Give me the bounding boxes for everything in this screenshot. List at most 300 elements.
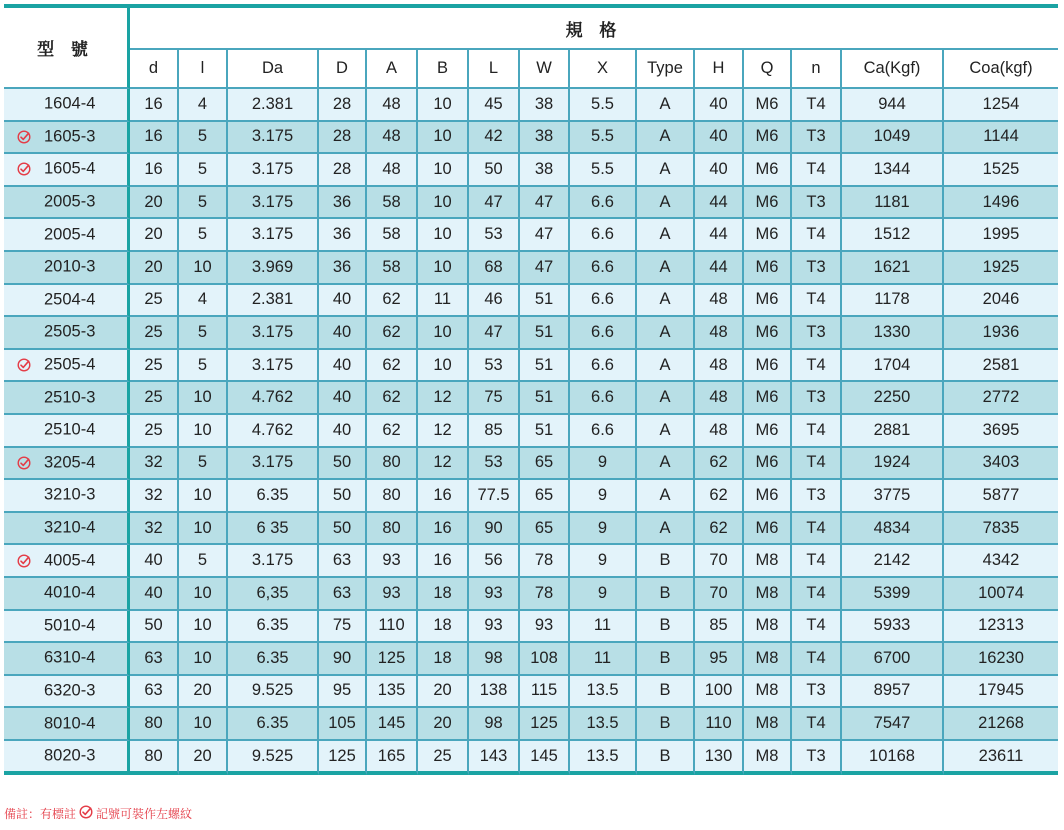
spec-cell: 12 — [418, 382, 469, 415]
spec-cell: 10168 — [842, 741, 944, 776]
spec-cell: 6.6 — [570, 317, 637, 350]
column-header: L — [469, 50, 520, 89]
spec-cell: 4 — [179, 89, 228, 122]
spec-cell: 48 — [695, 382, 744, 415]
spec-cell: 68 — [469, 252, 520, 285]
spec-cell: 5877 — [944, 480, 1058, 513]
spec-cell: 1621 — [842, 252, 944, 285]
spec-cell: 48 — [695, 415, 744, 448]
spec-cell: 2046 — [944, 285, 1058, 318]
spec-cell: 45 — [469, 89, 520, 122]
spec-cell: 51 — [520, 382, 570, 415]
spec-cell: 110 — [367, 611, 418, 644]
spec-cell: 5399 — [842, 578, 944, 611]
spec-cell: 13.5 — [570, 741, 637, 776]
spec-cell: 6.6 — [570, 350, 637, 383]
table-row — [4, 643, 1058, 676]
spec-cell: 7835 — [944, 513, 1058, 546]
spec-cell: T3 — [792, 187, 842, 220]
spec-cell: T3 — [792, 382, 842, 415]
spec-cell: 1995 — [944, 219, 1058, 252]
model-cell — [4, 285, 130, 318]
spec-cell: A — [637, 219, 695, 252]
spec-cell: 135 — [367, 676, 418, 709]
spec-cell: 50 — [469, 154, 520, 187]
table-row — [4, 513, 1058, 546]
spec-cell: 6.6 — [570, 382, 637, 415]
model-cell — [4, 252, 130, 285]
spec-cell: 10 — [418, 252, 469, 285]
spec-cell: 80 — [130, 708, 179, 741]
footnote-suffix: 記號可裝作左螺紋 — [96, 807, 193, 821]
model-number: 8010-4 — [44, 714, 96, 733]
spec-cell: 6.6 — [570, 285, 637, 318]
spec-cell: 40 — [319, 317, 367, 350]
spec-cell: 2881 — [842, 415, 944, 448]
spec-cell: 36 — [319, 252, 367, 285]
model-cell — [4, 187, 130, 220]
spec-cell: A — [637, 350, 695, 383]
table-row — [4, 350, 1058, 383]
spec-cell: 13.5 — [570, 708, 637, 741]
spec-cell: 9 — [570, 545, 637, 578]
spec-cell: 62 — [367, 382, 418, 415]
model-number: 4010-4 — [44, 583, 96, 602]
column-header: l — [179, 50, 228, 89]
spec-cell: M8 — [744, 611, 792, 644]
spec-cell: 5.5 — [570, 122, 637, 155]
spec-cell: 58 — [367, 219, 418, 252]
spec-cell: 20 — [179, 741, 228, 776]
spec-cell: 1049 — [842, 122, 944, 155]
column-header: H — [695, 50, 744, 89]
spec-cell: 16 — [130, 154, 179, 187]
spec-cell: 2250 — [842, 382, 944, 415]
spec-cell: 1924 — [842, 448, 944, 481]
model-cell — [4, 578, 130, 611]
spec-cell: 12 — [418, 415, 469, 448]
spec-cell: 5 — [179, 187, 228, 220]
spec-cell: 1344 — [842, 154, 944, 187]
spec-cell: 62 — [367, 350, 418, 383]
model-number: 6310-4 — [44, 648, 96, 667]
spec-cell: A — [637, 252, 695, 285]
column-header: W — [520, 50, 570, 89]
spec-cell: 9 — [570, 578, 637, 611]
model-cell — [4, 513, 130, 546]
spec-cell: 80 — [367, 448, 418, 481]
spec-cell: 10 — [179, 611, 228, 644]
spec-cell: T4 — [792, 350, 842, 383]
spec-cell: T4 — [792, 578, 842, 611]
spec-cell: 40 — [319, 382, 367, 415]
model-number: 4005-4 — [44, 551, 96, 570]
spec-cell: 36 — [319, 219, 367, 252]
spec-cell: 20 — [130, 187, 179, 220]
spec-cell: 25 — [418, 741, 469, 776]
spec-cell: 93 — [469, 578, 520, 611]
spec-cell: A — [637, 154, 695, 187]
spec-cell: T4 — [792, 285, 842, 318]
spec-cell: M8 — [744, 676, 792, 709]
spec-cell: M8 — [744, 741, 792, 776]
model-cell — [4, 154, 130, 187]
model-number: 1605-3 — [44, 127, 96, 146]
spec-cell: 10 — [418, 317, 469, 350]
spec-cell: 3.175 — [228, 317, 319, 350]
model-number: 2005-3 — [44, 192, 96, 211]
spec-cell: 3775 — [842, 480, 944, 513]
spec-cell: 4.762 — [228, 415, 319, 448]
spec-cell: M6 — [744, 415, 792, 448]
spec-cell: 145 — [367, 708, 418, 741]
spec-cell: 28 — [319, 89, 367, 122]
spec-cell: B — [637, 643, 695, 676]
model-cell — [4, 219, 130, 252]
spec-cell: 51 — [520, 285, 570, 318]
spec-cell: T3 — [792, 122, 842, 155]
spec-cell: 2.381 — [228, 285, 319, 318]
spec-cell: A — [637, 285, 695, 318]
spec-cell: 62 — [367, 285, 418, 318]
spec-cell: T4 — [792, 611, 842, 644]
spec-cell: 6.6 — [570, 252, 637, 285]
spec-cell: 47 — [520, 187, 570, 220]
model-number: 2510-3 — [44, 388, 96, 407]
spec-cell: 25 — [130, 382, 179, 415]
spec-cell: 1330 — [842, 317, 944, 350]
spec-cell: 10 — [179, 252, 228, 285]
spec-cell: 40 — [695, 154, 744, 187]
spec-cell: 110 — [695, 708, 744, 741]
spec-cell: 13.5 — [570, 676, 637, 709]
spec-cell: T4 — [792, 643, 842, 676]
spec-cell: 11 — [570, 643, 637, 676]
header-column-row — [4, 50, 1058, 89]
spec-cell: 5 — [179, 317, 228, 350]
spec-cell: A — [637, 480, 695, 513]
spec-cell: 32 — [130, 448, 179, 481]
spec-cell: 130 — [695, 741, 744, 776]
spec-cell: A — [637, 415, 695, 448]
spec-cell: 6 35 — [228, 513, 319, 546]
spec-cell: 4834 — [842, 513, 944, 546]
spec-cell: 9.525 — [228, 741, 319, 776]
column-header: d — [130, 50, 179, 89]
spec-cell: 62 — [695, 480, 744, 513]
spec-cell: 93 — [367, 545, 418, 578]
spec-cell: 10 — [418, 350, 469, 383]
spec-cell: 80 — [130, 741, 179, 776]
spec-cell: T4 — [792, 219, 842, 252]
spec-cell: 3695 — [944, 415, 1058, 448]
spec-cell: 125 — [367, 643, 418, 676]
spec-cell: 125 — [520, 708, 570, 741]
spec-cell: 58 — [367, 187, 418, 220]
spec-cell: 6.6 — [570, 219, 637, 252]
spec-cell: 3.175 — [228, 122, 319, 155]
spec-cell: 1704 — [842, 350, 944, 383]
spec-cell: 50 — [319, 448, 367, 481]
spec-cell: 6.35 — [228, 643, 319, 676]
spec-cell: 18 — [418, 611, 469, 644]
spec-cell: B — [637, 676, 695, 709]
spec-cell: M6 — [744, 350, 792, 383]
spec-cell: 47 — [469, 317, 520, 350]
column-header: n — [792, 50, 842, 89]
spec-cell: 51 — [520, 317, 570, 350]
spec-cell: M6 — [744, 480, 792, 513]
spec-cell: 5.5 — [570, 154, 637, 187]
spec-cell: 1936 — [944, 317, 1058, 350]
header-group-row — [4, 8, 1058, 50]
column-header: B — [418, 50, 469, 89]
spec-cell: 3.175 — [228, 219, 319, 252]
table-row — [4, 122, 1058, 155]
spec-cell: A — [637, 122, 695, 155]
spec-cell: M6 — [744, 219, 792, 252]
spec-cell: 50 — [319, 513, 367, 546]
spec-cell: 75 — [469, 382, 520, 415]
spec-cell: 4.762 — [228, 382, 319, 415]
model-number: 5010-4 — [44, 616, 96, 635]
spec-cell: B — [637, 741, 695, 776]
spec-cell: 40 — [319, 285, 367, 318]
spec-cell: 5 — [179, 448, 228, 481]
spec-cell: M6 — [744, 317, 792, 350]
spec-cell: 4342 — [944, 545, 1058, 578]
column-header: A — [367, 50, 418, 89]
spec-cell: 3.175 — [228, 448, 319, 481]
table-row — [4, 708, 1058, 741]
spec-cell: 9 — [570, 480, 637, 513]
spec-cell: M6 — [744, 252, 792, 285]
table-row — [4, 89, 1058, 122]
spec-cell: 40 — [130, 578, 179, 611]
spec-cell: 16 — [418, 513, 469, 546]
spec-cell: 48 — [367, 154, 418, 187]
spec-cell: 51 — [520, 415, 570, 448]
spec-cell: 1181 — [842, 187, 944, 220]
column-header: X — [570, 50, 637, 89]
spec-cell: 1512 — [842, 219, 944, 252]
spec-cell: A — [637, 513, 695, 546]
spec-cell: 44 — [695, 219, 744, 252]
spec-cell: 10 — [179, 578, 228, 611]
table-row — [4, 545, 1058, 578]
spec-cell: 53 — [469, 448, 520, 481]
model-cell — [4, 643, 130, 676]
spec-cell: 143 — [469, 741, 520, 776]
spec-cell: 1178 — [842, 285, 944, 318]
spec-cell: 5 — [179, 122, 228, 155]
spec-cell: 47 — [520, 252, 570, 285]
spec-cell: M6 — [744, 187, 792, 220]
spec-cell: 16 — [418, 480, 469, 513]
model-number: 2504-4 — [44, 290, 96, 309]
spec-cell: 944 — [842, 89, 944, 122]
model-cell — [4, 611, 130, 644]
model-number: 2505-4 — [44, 355, 96, 374]
spec-cell: 3.175 — [228, 350, 319, 383]
spec-cell: 3.175 — [228, 154, 319, 187]
spec-cell: 63 — [130, 643, 179, 676]
spec-cell: 80 — [367, 480, 418, 513]
spec-cell: B — [637, 708, 695, 741]
spec-cell: 44 — [695, 252, 744, 285]
spec-cell: 5 — [179, 545, 228, 578]
spec-cell: 38 — [520, 122, 570, 155]
spec-cell: M6 — [744, 448, 792, 481]
spec-cell: 8957 — [842, 676, 944, 709]
table-row — [4, 415, 1058, 448]
spec-cell: M6 — [744, 285, 792, 318]
spec-cell: 5 — [179, 154, 228, 187]
spec-cell: 17945 — [944, 676, 1058, 709]
table-body — [4, 89, 1058, 775]
spec-cell: 63 — [130, 676, 179, 709]
spec-cell: 10 — [179, 708, 228, 741]
spec-cell: 42 — [469, 122, 520, 155]
spec-cell: 98 — [469, 708, 520, 741]
spec-cell: 16230 — [944, 643, 1058, 676]
spec-cell: 47 — [469, 187, 520, 220]
spec-cell: 3.175 — [228, 545, 319, 578]
spec-cell: 93 — [520, 611, 570, 644]
table-row — [4, 741, 1058, 776]
spec-cell: M8 — [744, 643, 792, 676]
spec-cell: 3403 — [944, 448, 1058, 481]
table-row — [4, 676, 1058, 709]
model-number: 8020-3 — [44, 746, 96, 765]
spec-cell: T3 — [792, 741, 842, 776]
spec-cell: M8 — [744, 578, 792, 611]
spec-cell: 28 — [319, 122, 367, 155]
spec-cell: 98 — [469, 643, 520, 676]
spec-cell: 6.35 — [228, 611, 319, 644]
spec-cell: 5.5 — [570, 89, 637, 122]
spec-cell: 11 — [570, 611, 637, 644]
spec-cell: 12313 — [944, 611, 1058, 644]
model-cell — [4, 448, 130, 481]
spec-cell: 18 — [418, 643, 469, 676]
spec-cell: 65 — [520, 480, 570, 513]
spec-cell: 20 — [130, 252, 179, 285]
spec-cell: 12 — [418, 448, 469, 481]
spec-cell: 100 — [695, 676, 744, 709]
spec-cell: B — [637, 545, 695, 578]
spec-cell: 10 — [179, 513, 228, 546]
model-number: 6320-3 — [44, 681, 96, 700]
spec-cell: 5 — [179, 350, 228, 383]
spec-cell: A — [637, 317, 695, 350]
model-column-header: 型 號 — [4, 8, 130, 89]
spec-cell: 25 — [130, 415, 179, 448]
spec-cell: 1496 — [944, 187, 1058, 220]
spec-cell: 65 — [520, 513, 570, 546]
spec-cell: 23611 — [944, 741, 1058, 776]
model-number: 2005-4 — [44, 225, 96, 244]
spec-cell: 40 — [319, 415, 367, 448]
spec-cell: 95 — [695, 643, 744, 676]
spec-cell: 70 — [695, 578, 744, 611]
spec-cell: 11 — [418, 285, 469, 318]
spec-cell: 2.381 — [228, 89, 319, 122]
spec-cell: 165 — [367, 741, 418, 776]
spec-cell: 6.6 — [570, 187, 637, 220]
spec-cell: 48 — [367, 89, 418, 122]
spec-cell: 50 — [130, 611, 179, 644]
column-header: Coa(kgf) — [944, 50, 1058, 89]
model-number: 2505-3 — [44, 322, 96, 341]
spec-cell: 85 — [695, 611, 744, 644]
spec-cell: M6 — [744, 382, 792, 415]
spec-cell: 36 — [319, 187, 367, 220]
model-number: 3205-4 — [44, 453, 96, 472]
spec-cell: 1144 — [944, 122, 1058, 155]
spec-cell: 25 — [130, 285, 179, 318]
spec-cell: 108 — [520, 643, 570, 676]
spec-cell: T4 — [792, 708, 842, 741]
model-number: 3210-4 — [44, 518, 96, 537]
model-number: 3210-3 — [44, 485, 96, 504]
spec-cell: 46 — [469, 285, 520, 318]
spec-cell: T3 — [792, 252, 842, 285]
spec-cell: 10 — [418, 219, 469, 252]
spec-cell: 10 — [418, 187, 469, 220]
spec-cell: 9 — [570, 448, 637, 481]
spec-cell: 20 — [418, 676, 469, 709]
table-row — [4, 219, 1058, 252]
spec-cell: 21268 — [944, 708, 1058, 741]
spec-cell: 38 — [520, 154, 570, 187]
spec-cell: 48 — [695, 285, 744, 318]
model-cell — [4, 350, 130, 383]
spec-cell: 78 — [520, 578, 570, 611]
spec-cell: 40 — [695, 122, 744, 155]
spec-cell: 38 — [520, 89, 570, 122]
spec-cell: 9.525 — [228, 676, 319, 709]
spec-cell: 48 — [367, 122, 418, 155]
spec-cell: 20 — [418, 708, 469, 741]
spec-cell: 2142 — [842, 545, 944, 578]
spec-cell: 70 — [695, 545, 744, 578]
table-row — [4, 611, 1058, 644]
spec-cell: 5 — [179, 219, 228, 252]
spec-cell: 6.6 — [570, 415, 637, 448]
column-header: Type — [637, 50, 695, 89]
spec-cell: 80 — [367, 513, 418, 546]
footnote-prefix: 備註：有標註 — [4, 807, 77, 821]
spec-cell: 40 — [130, 545, 179, 578]
model-number: 2010-3 — [44, 257, 96, 276]
spec-cell: 5933 — [842, 611, 944, 644]
column-header: Q — [744, 50, 792, 89]
spec-cell: 6700 — [842, 643, 944, 676]
spec-cell: T4 — [792, 513, 842, 546]
spec-table-container — [4, 4, 1058, 775]
spec-cell: 10 — [418, 154, 469, 187]
model-number: 2510-4 — [44, 420, 96, 439]
spec-cell: M6 — [744, 89, 792, 122]
table-row — [4, 252, 1058, 285]
spec-cell: A — [637, 89, 695, 122]
table-row — [4, 578, 1058, 611]
spec-cell: T3 — [792, 480, 842, 513]
spec-cell: 4 — [179, 285, 228, 318]
model-cell — [4, 676, 130, 709]
spec-cell: 63 — [319, 578, 367, 611]
